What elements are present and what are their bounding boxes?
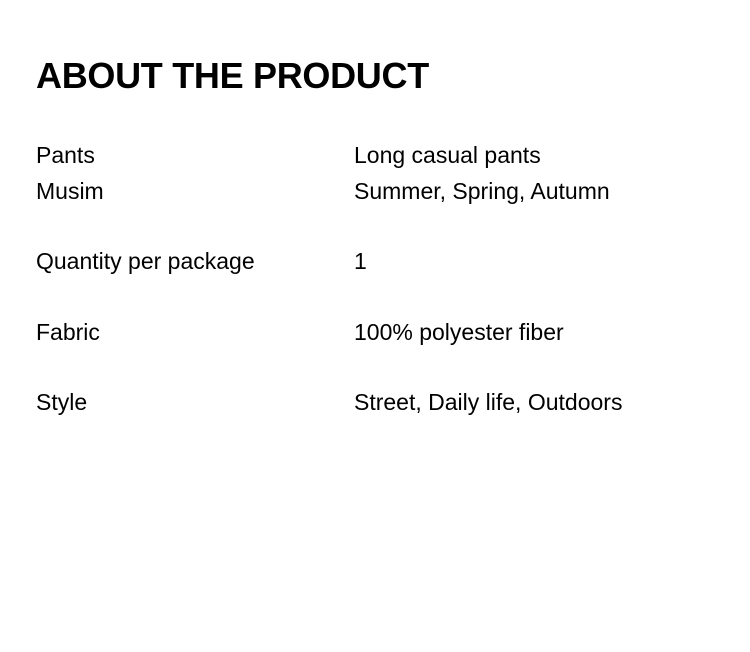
page-title: ABOUT THE PRODUCT: [36, 55, 429, 96]
spec-value: 100% polyester fiber: [354, 318, 564, 345]
spec-label: Fabric: [36, 318, 100, 345]
spec-label: Pants: [36, 141, 95, 168]
product-spec-table: [36, 140, 714, 418]
spec-value: Long casual pants: [354, 141, 541, 168]
product-spec-table-body: [36, 140, 714, 418]
table-row: [36, 246, 714, 316]
spec-label: Style: [36, 389, 88, 416]
table-row: [36, 317, 714, 387]
spec-value: 1: [354, 248, 367, 275]
spec-label: Musim: [36, 177, 104, 204]
spec-value: Street, Daily life, Outdoors: [354, 389, 623, 416]
table-row: [36, 176, 714, 246]
spec-label: Quantity per package: [36, 248, 255, 275]
table-row: [36, 140, 714, 176]
spec-value: Summer, Spring, Autumn: [354, 177, 610, 204]
table-row: [36, 387, 714, 417]
